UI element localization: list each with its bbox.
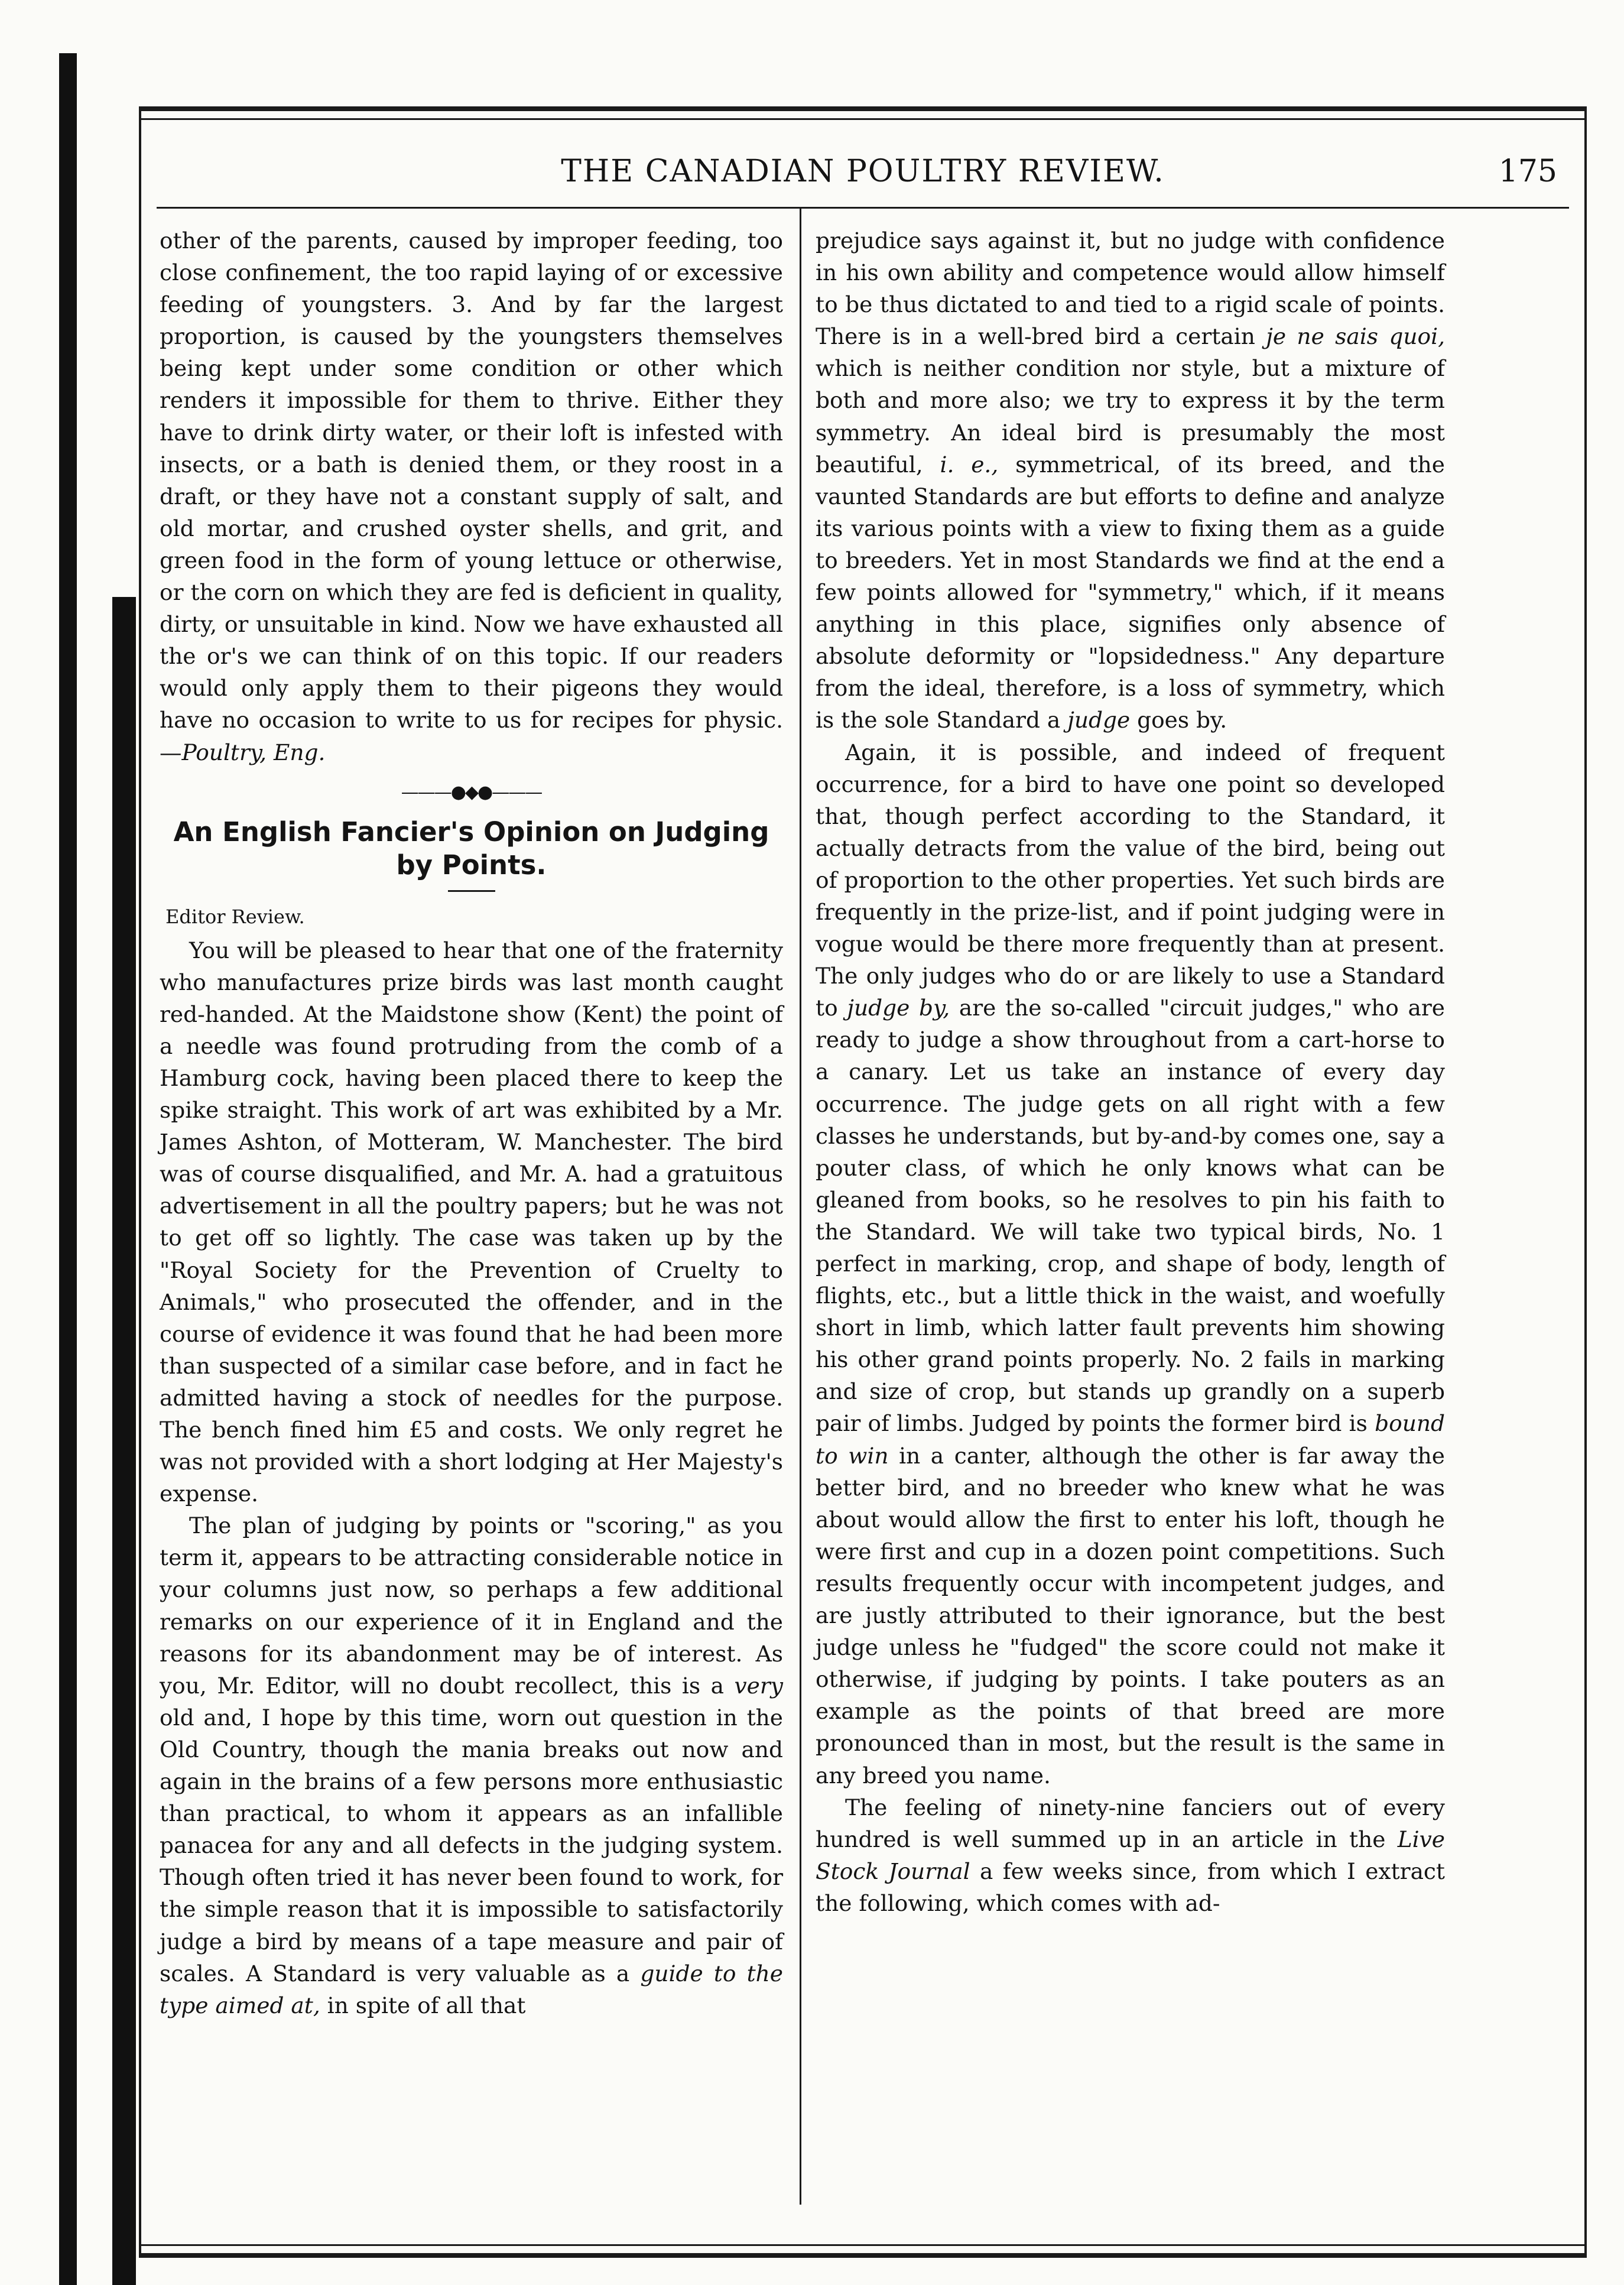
running-header xyxy=(157,154,1569,201)
paragraph-scoring: The plan of judging by points or "scoring," as you term it, appears to be attracting considerable notice in your columns just now, so perhaps a few additional remarks on our experience of it in England and the reasons for its abandonment may be of interest. As you, Mr. Editor, will no doubt recollect, this is a very old and, I hope by this time, worn out question in the Old Country, though the mania breaks out now and again in the brains of a few persons more enthusiastic than practical, to whom it appears as an infallible panacea for any and all defects in the judging system. Though often tried it has never been found to work, for the simple reason that it is impossible to satisfactorily judge a bird by means of a tape measure and pair of scales. A Standard is very valuable as a guide to the type aimed at, in spite of all that xyxy=(160,1512,783,2018)
paragraph-pouter-example: Again, it is possible, and indeed of frequent occurrence, for a bird to have one point so developed that, though perfect according to the Standard, it actually detracts from the value of the bird, being out of proportion to the other properties. Yet such birds are frequently in the prize-list, and if point judging were in vogue would be there more frequently than at present. The only judges who do or are likely to use a Standard to judge by, are the so-called "circuit judges," who are ready to judge a show throughout from a cart-horse to a canary. Let us take an instance of every day occurrence. The judge gets on all right with a few classes he understands, but by-and-by comes one, say a pouter class, of which he only knows what can be gleaned from books, so he resolves to pin his faith to the Standard. We will take two typical birds, No. 1 perfect in marking, crop, and shape of body, length of flights, etc., but a little thick in the waist, and woefully short in limb, which latter fault prevents him showing his other grand points properly. No. 2 fails in marking and size of crop, but stands up grandly on a superb pair of limbs. Judged by points the former bird is bound to win in a canter, although the other is far away the better bird, and no breeder who knew what he was about would allow the first to enter his loft, though he were first and cup in a dozen point competitions. Such results frequently occur with incompetent judges, and are justly attributed to their ignorance, but the best judge unless he "fudged" the score could not make it otherwise, if judging by points. I take pouters as an example as the points of that breed are more pronounced than in most, but the result is the same in any breed you name. xyxy=(816,739,1445,1789)
paragraph-live-stock-journal: The feeling of ninety-nine fanciers out of every hundred is well summed up in an article in the Live Stock Journal a few weeks since, from which I extract the following, which comes with ad- xyxy=(816,1794,1445,1916)
publication-title: THE CANADIAN POULTRY REVIEW. xyxy=(561,154,1165,189)
headline-rule xyxy=(448,890,495,892)
section-ornament: ———●◆●——— xyxy=(401,781,542,803)
newspaper-page xyxy=(139,106,1587,2258)
paragraph-pigeon-ailments: other of the parents, caused by improper feeding, too close confinement, the too rapid laying of or excessive feeding of youngsters. 3. And by far the largest proportion, is caused by the youngsters themselves being kept under some condition or other which renders it impossible for them to thrive. Either they have to drink dirty water, or their loft is infested with insects, or a bath is denied them, or they roost in a draft, or they have not a constant supply of salt, and old mortar, and crushed oyster shells, and grit, and green food in the form of young lettuce or otherwise, or the corn on which they are fed is deficient in quality, dirty, or unsuitable in kind. Now we have exhausted all the or's we can think of on this topic. If our readers would only apply them to their pigeons they would have no occasion to write to us for recipes for physic.—Poultry, Eng. xyxy=(160,228,783,765)
left-column xyxy=(160,225,783,2021)
column-divider xyxy=(800,207,801,2205)
paragraph-symmetry: prejudice says against it, but no judge with confidence in his own ability and competence would allow himself to be thus dictated to and tied to a rigid scale of points. There is in a well-bred bird a certain je ne sais quoi, which is neither condition nor style, but a mixture of both and more also; we try to express it by the term symmetry. An ideal bird is presumably the most beautiful, i. e., symmetrical, of its breed, and the vaunted Standards are but efforts to define and analyze its various points with a view to fixing them as a guide to breeders. Yet in most Standards we find at the end a few points allowed for "symmetry," which, if it means anything in this place, signifies only absence of absolute deformity or "lopsidedness." Any departure from the ideal, therefore, is a loss of symmetry, which is the sole Standard a judge goes by. xyxy=(816,228,1445,733)
scan-binding-shadow xyxy=(112,597,136,2285)
article-headline: An English Fancier's Opinion on Judging by Points. xyxy=(173,816,769,881)
frame-bottom-rule-thin xyxy=(139,2244,1587,2246)
header-rule xyxy=(157,207,1569,209)
page-number: 175 xyxy=(1498,154,1557,189)
source-citation: Poultry, Eng. xyxy=(181,739,326,765)
frame-top-rule-thin xyxy=(139,118,1587,120)
paragraph-red-handed: You will be pleased to hear that one of the fraternity who manufactures prize birds was last month caught red-handed. At the Maidstone show (Kent) the point of a needle was found protruding from the comb of a Hamburg cock, having been placed there to keep the spike straight. This work of art was exhibited by a Mr. James Ashton, of Motteram, W. Manchester. The bird was of course disqualified, and Mr. A. had a gratuitous advertisement in all the poultry papers; but he was not to get off so lightly. The case was taken up by the "Royal Society for the Prevention of Cruelty to Animals," who prosecuted the offender, and in the course of evidence it was found that he had been more than suspected of a similar case before, and in fact he admitted having a stock of needles for the purpose. The bench fined him £5 and costs. We only regret he was not provided with a short lodging at Her Majesty's expense. xyxy=(160,937,783,1507)
salutation: Editor Review. xyxy=(165,905,305,928)
frame-bottom-rule xyxy=(139,2253,1587,2258)
frame-right-rule xyxy=(1584,106,1587,2258)
frame-top-rule xyxy=(139,106,1587,111)
right-column xyxy=(816,225,1445,1919)
frame-left-rule xyxy=(139,106,141,2258)
scan-edge-bar xyxy=(59,53,77,2285)
journal-title: Live Stock Journal xyxy=(816,1826,1445,1884)
